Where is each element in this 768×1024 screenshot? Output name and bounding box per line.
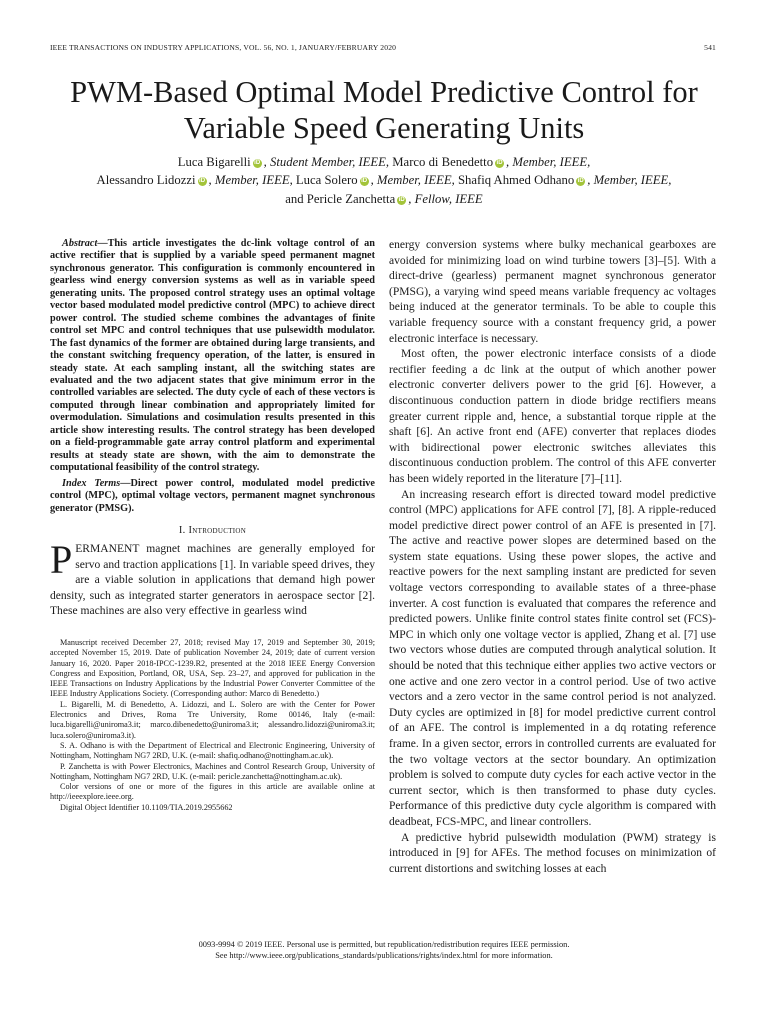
author-line-1: [30, 153, 738, 171]
abstract: [50, 238, 375, 475]
author-role: , Fellow, IEEE: [408, 191, 483, 206]
rights-link-line[interactable]: See http://www.ieee.org/publications_standards/publications/rights/index.html for more information.: [215, 951, 553, 960]
orcid-icon[interactable]: iD: [254, 160, 261, 166]
body-paragraph-2: Most often, the power electronic interface consists of a diode rectifier feeding a dc link at the output of which another power electronic converter delivers power to the grid [6]. However, a discontinuous conduction pattern in diode bridge rectifiers means greater current ripple and, hence, a substantial torque ripple at the shaft [6]. An active front end (AFE) converter that replaces diodes with bidirectional power electronic switches alleviates this discontinuous conduction problem. The control of this AFE converter has been widely reported in the literature [7]–[11].: [389, 348, 716, 485]
author-name: Pericle Zanchetta: [306, 191, 396, 206]
author-role: , Member, IEEE,: [587, 173, 672, 188]
left-column: [50, 238, 375, 813]
body-paragraph-4: A predictive hybrid pulsewidth modulation (PWM) strategy is introduced in [9] for AFEs. The method focuses on minimization of current distortions and switching losses at each: [389, 831, 716, 875]
author-line-3: [30, 190, 738, 208]
authors-connector: and: [285, 191, 304, 206]
body-paragraph-1: energy conversion systems where bulky mechanical gearboxes are avoided for minimizing load on wind turbine towers [3]–[5]. With a direct-drive (gearless) permanent magnet synchronous generator (PMSG), a varying wind speed means variable frequency ac voltages being induced at the generator terminals. To be able to couple this variable frequency source with a constant frequency grid, a power electronic interface is necessary.: [389, 239, 716, 345]
section-heading-introduction: I. Introduction: [178, 524, 247, 536]
copyright-line: 0093-9994 © 2019 IEEE. Personal use is permitted, but republication/redistribution requires IEEE permission.: [198, 940, 570, 949]
author-name: Marco di Benedetto: [392, 155, 494, 169]
footnote-manuscript: Manuscript received December 27, 2018; revised May 17, 2019 and September 30, 2019; accepted November 15, 2019. Date of publication November 24, 2019; date of current version January 16, 2020. Paper 2018-IPCC-1239.R2, presented at the 2018 IEEE Energy Conversion Congress and Exposition, Portland, OR, USA, Sep. 23–27, and approved for publication in the IEEE Transactions on Industry Applications by the Industrial Power Converter Committee of the IEEE Industry Applications Society. (Corresponding author: Marco di Benedetto.): [50, 637, 375, 699]
author-role: , Member, IEEE,: [370, 173, 455, 188]
index-terms-text: —Direct power control, modulated model predictive control (MPC), optimal voltage vectors, permanent magnet synchronous generator (PMSG).: [50, 477, 375, 514]
author-name: Luca Solero: [295, 173, 358, 188]
index-terms: [50, 478, 375, 515]
abstract-text: —This article investigates the dc-link voltage control of an active rectifier that is supplied by a variable speed permanent magnet synchronous generator. This configuration is commonly encountered in gearless wind energy conversion systems as well as in variable speed generating units. The proposed control strategy uses an optimal voltage vector based modulated model predictive control (MPC) to achieve direct power control. The studied scheme combines the advantages of finite control set MPC and control techniques that use pulsewidth modulator. The fast dynamics of the former are obtained during large transients, and the constant switching frequency operation, of the latter, is ensured in steady state. At each sampling instant, all the switching states are evaluated and the two adjacent states that give minimum error in the controlled variables are selected. The duty cycle of each of these vectors is computed through linear combination and appropriately limited for overmodulation. Simulations and cosimulation results presented in this article show interesting results. The control strategy has been developed on a field-programmable gate array control platform and experimental results at steady state are shown, with the aim to demonstrate the computational feasibility of the control strategy.: [50, 238, 375, 474]
orcid-icon[interactable]: iD: [496, 160, 503, 166]
author-name: Shafiq Ahmed Odhano: [457, 173, 575, 188]
paper-title: [30, 74, 738, 146]
index-terms-label: Index Terms: [62, 477, 121, 489]
title-line-2: Variable Speed Generating Units: [183, 111, 585, 145]
copyright-footer: [40, 939, 728, 961]
footnote-affiliation-zanchetta: P. Zanchetta is with Power Electronics, Machines and Control Research Group, University of Nottingham, Nottingham NG7 2RD, U.K. (e-mail: pericle.zanchetta@nottingham.ac.uk).: [50, 761, 375, 781]
orcid-icon[interactable]: iD: [361, 178, 368, 185]
author-role: , Student Member, IEEE,: [263, 155, 390, 169]
body-paragraph-3: An increasing research effort is directed toward model predictive control (MPC) applications for AFE control [7], [8]. A ripple-reduced model predictive direct power control of an AFE is presented in [7]. The active and reactive power slopes are determined based on the system state equations. Using these power slopes, the active and reactive powers for the next sampling instant are predicted for seven voltage vectors corresponding to available states of a three-phase inverter. A cost function is evaluated that compares the reference and predicted powers. Unlike finite control states finite control set (FCS)-MPC in which only one voltage vector is applied, Zhang et al. [7] use two vectors whose duties are computed through analytical solution. It should be noted that this technique either applies two active vectors or one active and one zero vector in a control period. Use of two active vectors and a zero vector in the same control period is not analyzed. Duty cycles are optimized in [8] for model predictive current control of an AFE. The control is implemented in a dq rotating reference frame. In a given sector, errors in controlled currents are evaluated for the two voltage vectors at the sector boundary. An optimization problem is solved to compute duty cycles for each active vector in the current sector, which is then transformed to phase duty cycles. Performance of this predictive duty cycle algorithm is compared with deadbeat, FCS-MPC, and linear controllers.: [389, 488, 716, 828]
running-head: [50, 43, 716, 52]
journal-name: IEEE TRANSACTIONS ON INDUSTRY APPLICATIONS, VOL. 56, NO. 1, JANUARY/FEBRUARY 2020: [50, 43, 397, 52]
author-role: , Member, IEEE,: [506, 155, 591, 169]
intro-paragraph: [50, 536, 375, 620]
footnote-affiliation-roma: L. Bigarelli, M. di Benedetto, A. Lidozzi, and L. Solero are with the Center for Power Electronics and Drives, Roma Tre University, Rome 00146, Italy (e-mail: luca.bigarelli@uniroma3.it; marco.dibenedetto@uniroma3.it; alessandro.lidozzi@uniroma3.it; luca.solero@uniroma3.it).: [50, 699, 375, 740]
author-name: Alessandro Lidozzi: [96, 173, 196, 188]
footnote-color-versions[interactable]: Color versions of one or more of the figures in this article are available online at http://ieeexplore.ieee.org.: [50, 782, 375, 802]
author-list: [30, 153, 738, 208]
drop-cap: P: [50, 536, 73, 582]
title-line-1: PWM-Based Optimal Model Predictive Control for: [70, 75, 698, 109]
page-number: 541: [704, 43, 716, 52]
right-column: [389, 238, 716, 877]
author-role: , Member, IEEE,: [208, 173, 293, 188]
orcid-icon[interactable]: iD: [199, 178, 206, 185]
footnote-affiliation-odhano: S. A. Odhano is with the Department of Electrical and Electronic Engineering, University of Nottingham, Nottingham NG7 2RD, U.K. (e-mail: shafiq.odhano@nottingham.ac.uk).: [50, 740, 375, 761]
orcid-icon[interactable]: iD: [398, 196, 405, 203]
intro-text: ERMANENT magnet machines are generally employed for servo and traction applications [1]. In variable speed drives, they are a viable solution in applications that demand high power density, such as integrated starter generators in aerospace sector [2]. These machines are also very effective in gearless wind: [50, 542, 375, 618]
author-line-2: [30, 171, 738, 189]
author-name: Luca Bigarelli: [177, 155, 251, 169]
footnote-doi[interactable]: Digital Object Identifier 10.1109/TIA.2019.2955662: [60, 802, 233, 812]
abstract-label: Abstract: [62, 238, 98, 249]
footnotes: [50, 638, 375, 813]
orcid-icon[interactable]: iD: [577, 178, 584, 185]
